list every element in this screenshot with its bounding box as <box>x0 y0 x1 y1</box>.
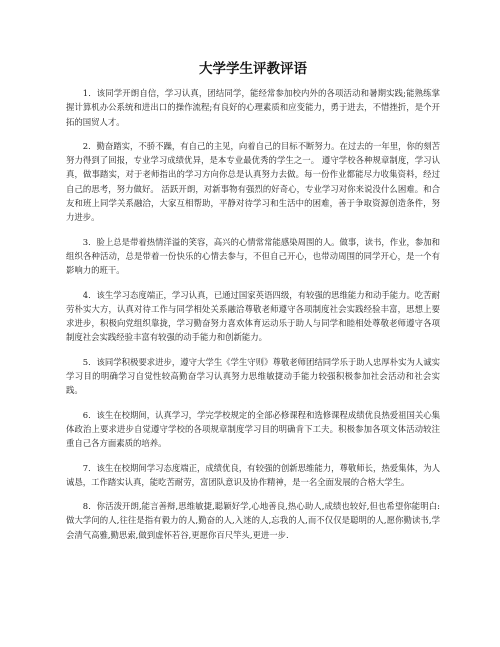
paragraph-1: 1．该同学开朗自信，学习认真，团结同学，能经常参加校内外的各项活动和暑期实践;能熟练掌握计算机办公系统和进出口的操作流程;有良好的心理素质和应变能力，勇于进去，不惜挫折，是个开拓的国贸人才。 <box>66 88 440 127</box>
document-title: 大学学生评教评语 <box>199 61 307 77</box>
paragraph-2: 2．勤奋踏实，不骄不躁，有自己的主见，向着自己的目标不断努力。在过去的一年里，你的刻苦努力得到了回报，专业学习成绩优异，是本专业最优秀的学生之一。 遵守学校各种规章制度，学习认真，做事踏实，对于老师指出的学习方向你总是认真努力去做。每一份作业都能尽力收集资料，经过自己的思考，努力做好。 活跃开朗，对新事物有强烈的好奇心，专业学习对你来说没什么困难。和合友和班上同学关系融洽，大家互相帮助，平静对待学习和生活中的困难，善于争取资源创造条件，努力进步。 <box>66 140 440 223</box>
paragraph-6: 6．该生在校期间，认真学习，学完学校规定的全部必修课程和选修课程成绩优良热爱祖国关心集体政治上要求进步自觉遵守学校的各项规章制度学习目的明确肯下工夫。积极参加各项文体活动较注重自己各方面素质的培养。 <box>66 409 440 449</box>
paragraph-3: 3．脸上总是带着热情洋溢的笑容，高兴的心情常常能感染周围的人。做事，读书，作业，参加和组织各种活动，总是带着一份快乐的心情去参与，不但自己开心，也带动周围的同学开心，是一个有影响力的班干。 <box>66 236 440 276</box>
paragraph-4: 4．该生学习态度端正，学习认真，已通过国家英语四级，有较强的思维能力和动手能力。吃苦耐劳朴实大方，认真对待工作与同学相处关系融洽尊敬老师遵守各项制度社会实践经验丰富，思想上要求进步，积极向党组织靠拢，学习勤奋努力喜欢体育运动乐于助人与同学和睦相处尊敬老师遵守各项制度社会实践经验丰富有较强的动手能力和创新能力。 <box>66 289 440 343</box>
paragraph-8: 8．你活泼开朗,能言善辩,思维敏捷,聪颖好学,心地善良,热心助人,成绩也较好,但也希望你能明白:做大学问的人,往往是指有毅力的人,勤奋的人,入迷的人,忘我的人,而不仅仅是聪明的人,愿你勤读书,学会清气高雅,勤思索,做到虚怀若谷,更愿你百尺竿头,更进一步. <box>66 501 440 540</box>
paragraph-5: 5．该同学积极要求进步，遵守大学生《学生守则》尊敬老师团结同学乐于助人忠厚朴实为人诚实学习目的明确学习自觉性较高勤奋学习认真努力思维敏捷动手能力较强积极参加社会活动和社会实践。 <box>66 356 440 396</box>
paragraph-7: 7．该生在校期间学习态度端正，成绩优良，有较强的创新思维能力，尊敬师长，热爱集体，为人诚恳，工作踏实认真，能吃苦耐劳，富团队意识及协作精神，是一名全面发展的合格大学生。 <box>66 462 440 487</box>
